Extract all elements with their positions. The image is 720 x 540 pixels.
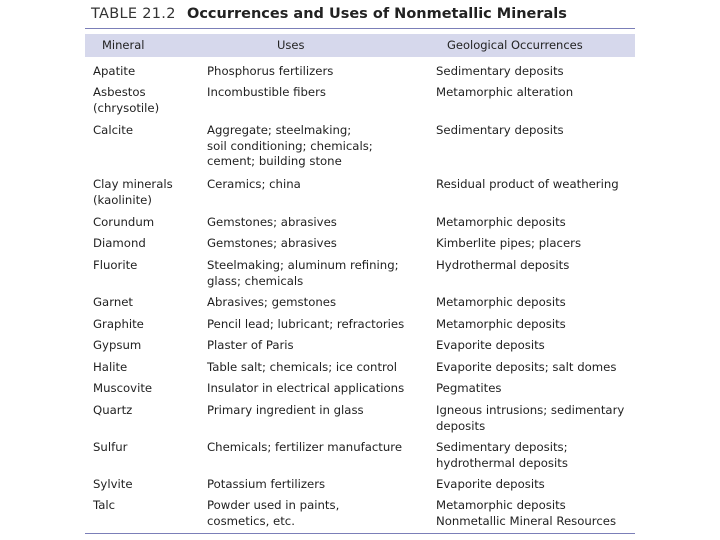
cell-line: Incombustible fibers xyxy=(207,85,326,99)
cell-line: Muscovite xyxy=(93,381,153,395)
cell-mineral xyxy=(93,236,201,252)
cell-line: glass; chemicals xyxy=(207,273,304,288)
cell-line: Asbestos xyxy=(93,85,146,99)
cell-mineral xyxy=(93,177,201,208)
cell-mineral xyxy=(93,295,201,311)
cell-uses xyxy=(207,236,427,252)
cell-line: Metamorphic deposits xyxy=(436,295,566,309)
cell-occurrences xyxy=(436,477,635,493)
cell-line: Apatite xyxy=(93,64,136,78)
cell-line: Evaporite deposits xyxy=(436,338,545,352)
cell-uses xyxy=(207,338,427,354)
cell-occurrences xyxy=(436,360,635,376)
cell-line: Potassium fertilizers xyxy=(207,477,326,491)
cell-mineral xyxy=(93,317,201,333)
cell-mineral xyxy=(93,477,201,493)
cell-line: Sylvite xyxy=(93,477,133,491)
cell-line: Fluorite xyxy=(93,258,138,272)
cell-line: Calcite xyxy=(93,123,134,137)
cell-uses xyxy=(207,498,427,529)
cell-line: Hydrothermal deposits xyxy=(436,258,570,272)
cell-uses xyxy=(207,258,427,289)
cell-line: cosmetics, etc. xyxy=(207,513,295,528)
cell-line: Metamorphic deposits xyxy=(436,498,566,512)
table-label: TABLE 21.2 xyxy=(91,6,176,22)
cell-line: Gemstones; abrasives xyxy=(207,215,337,229)
cell-occurrences xyxy=(436,215,635,231)
cell-line: Phosphorus fertilizers xyxy=(207,64,334,78)
cell-occurrences xyxy=(436,403,635,434)
cell-line: Primary ingredient in glass xyxy=(207,403,364,417)
cell-uses xyxy=(207,381,427,397)
cell-line: Table salt; chemicals; ice control xyxy=(207,360,397,374)
cell-mineral xyxy=(93,338,201,354)
header-occurrences: Geological Occurrences xyxy=(447,38,583,52)
cell-occurrences xyxy=(436,177,635,193)
cell-line: Aggregate; steelmaking; xyxy=(207,123,352,137)
cell-occurrences xyxy=(436,440,635,471)
cell-line: Sedimentary deposits; xyxy=(436,440,568,454)
cell-line: Corundum xyxy=(93,215,155,229)
cell-mineral xyxy=(93,258,201,274)
cell-line: Graphite xyxy=(93,317,144,331)
cell-line: Sedimentary deposits xyxy=(436,123,564,137)
cell-line: (kaolinite) xyxy=(93,192,152,207)
cell-line: Garnet xyxy=(93,295,133,309)
cell-line: Igneous intrusions; sedimentary xyxy=(436,403,625,417)
cell-line: Chemicals; fertilizer manufacture xyxy=(207,440,403,454)
cell-line: Plaster of Paris xyxy=(207,338,294,352)
cell-line: Ceramics; china xyxy=(207,177,301,191)
cell-occurrences xyxy=(436,338,635,354)
cell-line: deposits xyxy=(436,418,486,433)
cell-line: Pencil lead; lubricant; refractories xyxy=(207,317,405,331)
cell-mineral xyxy=(93,123,201,139)
cell-line: Gemstones; abrasives xyxy=(207,236,337,250)
cell-uses xyxy=(207,295,427,311)
table-bottom-rule xyxy=(85,533,635,534)
cell-mineral xyxy=(93,403,201,419)
cell-uses xyxy=(207,123,427,170)
cell-line: Clay minerals xyxy=(93,177,173,191)
cell-uses xyxy=(207,215,427,231)
header-mineral: Mineral xyxy=(102,38,145,52)
cell-mineral xyxy=(93,498,201,514)
cell-line: Nonmetallic Mineral Resources xyxy=(436,513,617,528)
cell-line: hydrothermal deposits xyxy=(436,455,568,470)
cell-uses xyxy=(207,477,427,493)
table-header xyxy=(85,34,635,57)
cell-line: Pegmatites xyxy=(436,381,502,395)
cell-mineral xyxy=(93,440,201,456)
cell-line: Steelmaking; aluminum refining; xyxy=(207,258,399,272)
cell-line: Talc xyxy=(93,498,116,512)
cell-uses xyxy=(207,85,427,101)
cell-line: Metamorphic deposits xyxy=(436,317,566,331)
cell-occurrences xyxy=(436,64,635,80)
cell-line: Insulator in electrical applications xyxy=(207,381,405,395)
cell-line: Evaporite deposits xyxy=(436,477,545,491)
header-uses: Uses xyxy=(277,38,305,52)
cell-occurrences xyxy=(436,85,635,101)
cell-occurrences xyxy=(436,258,635,274)
cell-line: cement; building stone xyxy=(207,154,342,168)
cell-line: Kimberlite pipes; placers xyxy=(436,236,582,250)
cell-mineral xyxy=(93,360,201,376)
cell-uses xyxy=(207,440,427,456)
cell-occurrences xyxy=(436,317,635,333)
table-title-row xyxy=(85,2,635,29)
cell-occurrences xyxy=(436,381,635,397)
cell-uses xyxy=(207,317,427,333)
cell-line: Residual product of weathering xyxy=(436,177,619,191)
cell-mineral xyxy=(93,85,201,116)
cell-uses xyxy=(207,64,427,80)
cell-occurrences xyxy=(436,236,635,252)
cell-line: Metamorphic deposits xyxy=(436,215,566,229)
cell-line: Halite xyxy=(93,360,128,374)
cell-mineral xyxy=(93,381,201,397)
cell-line: Abrasives; gemstones xyxy=(207,295,337,309)
cell-uses xyxy=(207,403,427,419)
cell-mineral xyxy=(93,64,201,80)
cell-line: Evaporite deposits; salt domes xyxy=(436,360,617,374)
cell-line: Diamond xyxy=(93,236,146,250)
cell-uses xyxy=(207,177,427,193)
cell-line: Gypsum xyxy=(93,338,142,352)
cell-line: Metamorphic alteration xyxy=(436,85,574,99)
cell-occurrences xyxy=(436,498,635,529)
cell-line: Sedimentary deposits xyxy=(436,64,564,78)
cell-line: soil conditioning; chemicals; xyxy=(207,138,373,153)
cell-occurrences xyxy=(436,295,635,311)
cell-mineral xyxy=(93,215,201,231)
table-title: Occurrences and Uses of Nonmetallic Minerals xyxy=(187,6,567,22)
cell-occurrences xyxy=(436,123,635,139)
cell-line: Sulfur xyxy=(93,440,128,454)
cell-line: (chrysotile) xyxy=(93,100,160,115)
cell-line: Powder used in paints, xyxy=(207,498,340,512)
cell-uses xyxy=(207,360,427,376)
cell-line: Quartz xyxy=(93,403,133,417)
